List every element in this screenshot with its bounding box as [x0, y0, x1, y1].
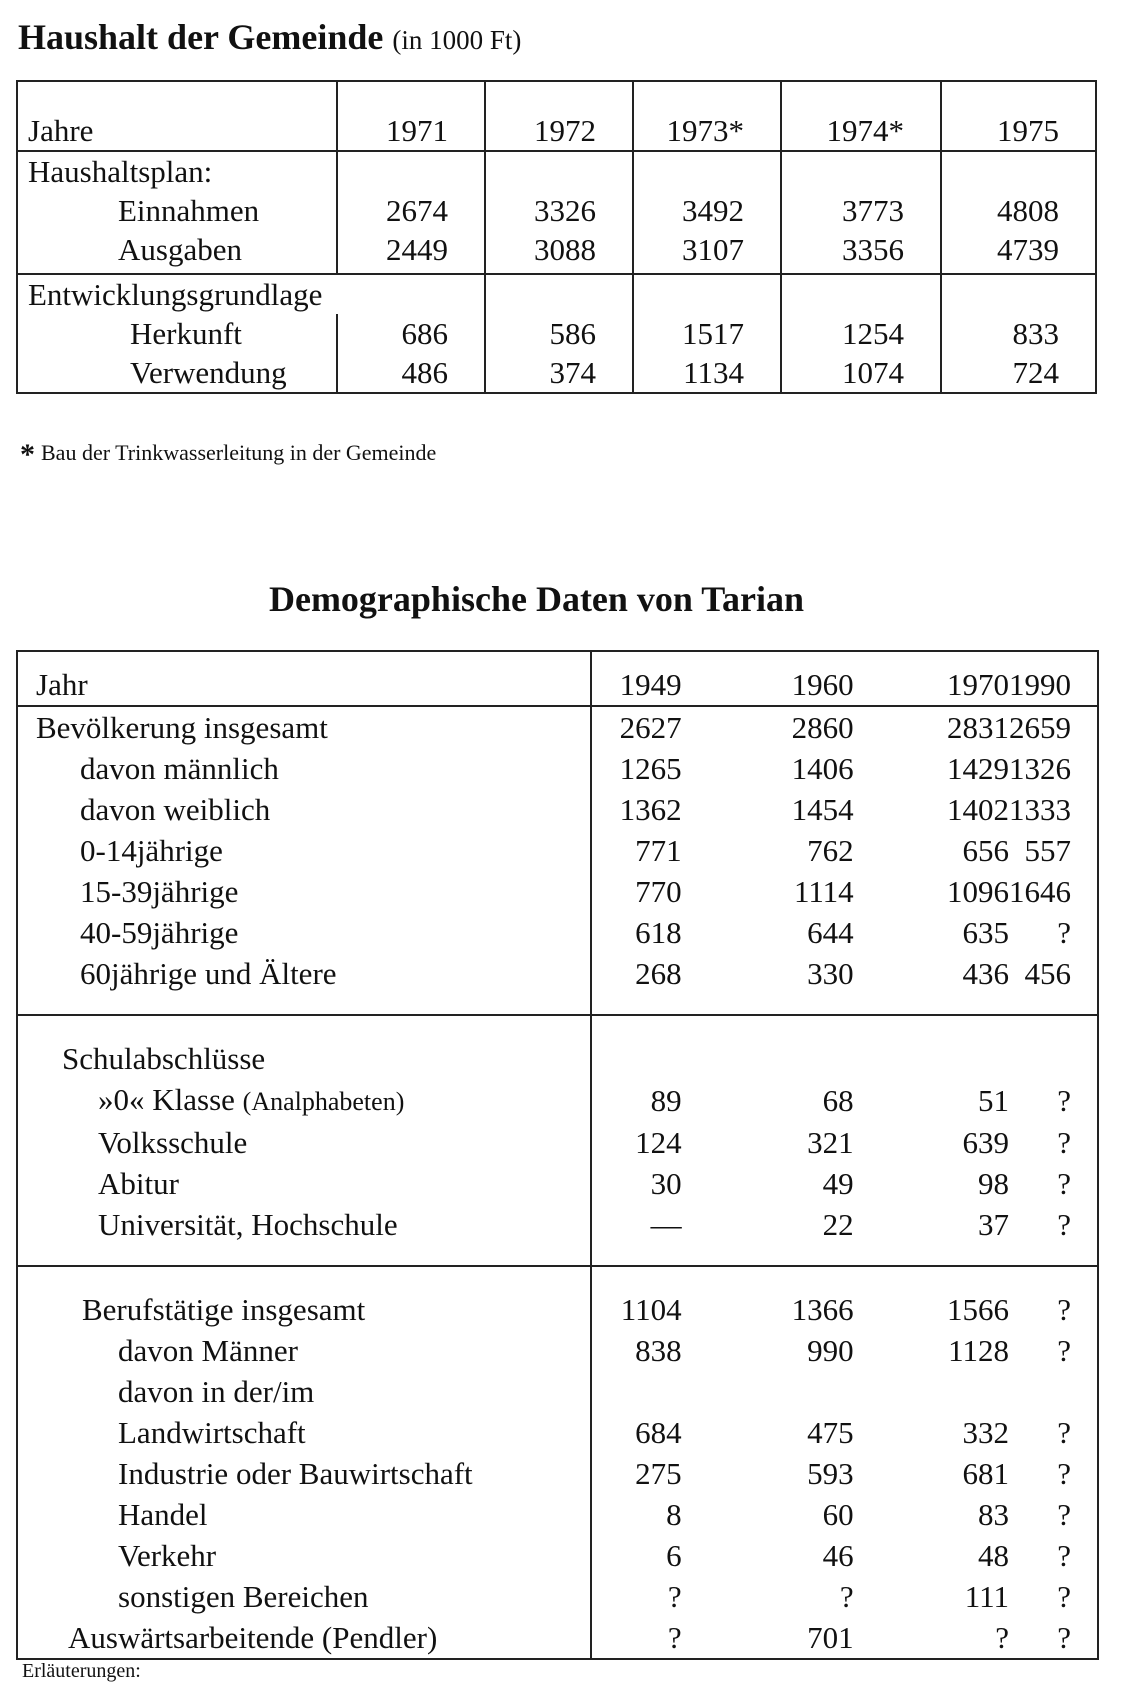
explanations-label: Erläuterungen:: [22, 1660, 141, 1682]
value-cell: 3326: [485, 191, 633, 230]
value-cell: 1366: [791, 1292, 854, 1327]
value-cell: 990: [807, 1333, 854, 1368]
budget-row: [17, 314, 1096, 353]
header-cell: 1973*: [633, 81, 781, 151]
value-cell: 4808: [941, 191, 1096, 230]
row-label: Einnahmen: [118, 193, 260, 228]
demo-title: [0, 578, 1127, 620]
demo-row: [17, 706, 1098, 748]
header-cell: 1990: [1009, 651, 1098, 706]
value-cell: ?: [1057, 1497, 1071, 1532]
value-cell: 48: [978, 1538, 1009, 1573]
value-cell: ?: [1057, 1125, 1071, 1160]
budget-title: [18, 16, 521, 58]
row-label: Verwendung: [130, 355, 287, 390]
row-label: davon weiblich: [17, 789, 591, 830]
demo-row: [17, 1453, 1098, 1494]
header-cell: Jahr: [17, 651, 591, 706]
value-cell: 374: [485, 353, 633, 393]
value-cell: 3107: [633, 230, 781, 274]
footnote-mark: *: [20, 438, 35, 471]
value-cell: ?: [1057, 1456, 1071, 1491]
budget-title-text: Haushalt der Gemeinde: [18, 17, 384, 57]
value-cell: 635: [962, 915, 1009, 950]
demo-row: [17, 1079, 1098, 1122]
value-cell: 2627: [619, 710, 682, 745]
value-cell: 1454: [791, 792, 854, 827]
row-label: 15-39jährige: [17, 871, 591, 912]
demo-row: [17, 830, 1098, 871]
value-cell: 3492: [633, 191, 781, 230]
value-cell: 332: [962, 1415, 1009, 1450]
row-label: Auswärtsarbeitende (Pendler): [17, 1617, 591, 1659]
demo-row: [17, 1330, 1098, 1371]
value-cell: 111: [964, 1579, 1009, 1614]
demo-row: [17, 1412, 1098, 1453]
budget-header-row: [17, 81, 1096, 151]
value-cell: 1096: [947, 874, 1009, 909]
budget-row: [17, 353, 1096, 393]
group-label: davon in der/im: [17, 1371, 591, 1412]
value-cell: 2674: [337, 191, 485, 230]
value-cell: 762: [807, 833, 854, 868]
header-cell: 1971: [337, 81, 485, 151]
demo-row: [17, 1163, 1098, 1204]
value-cell: 30: [650, 1166, 682, 1201]
demo-row: [17, 789, 1098, 830]
value-cell: 89: [650, 1083, 682, 1118]
budget-row: [17, 191, 1096, 230]
group-label: Entwicklungsgrundlage: [28, 277, 323, 312]
row-label: Abitur: [17, 1163, 591, 1204]
budget-unit: (in 1000 Ft): [392, 25, 522, 55]
value-cell: 51: [978, 1083, 1009, 1118]
value-cell: ?: [1057, 1292, 1071, 1327]
demo-row: [17, 1266, 1098, 1330]
value-cell: 701: [807, 1620, 854, 1655]
value-cell: 60: [822, 1497, 854, 1532]
value-cell: 557: [1024, 833, 1071, 868]
row-label-note: (Analphabeten): [242, 1087, 405, 1116]
value-cell: ?: [1057, 1538, 1071, 1573]
value-cell: 1406: [791, 751, 854, 786]
value-cell: 771: [635, 833, 682, 868]
value-cell: 486: [337, 353, 485, 393]
row-label-main: »0« Klasse: [98, 1082, 235, 1117]
demo-header-row: [17, 651, 1098, 706]
demo-row: [17, 748, 1098, 789]
row-label: Ausgaben: [17, 230, 337, 274]
row-label: Landwirtschaft: [17, 1412, 591, 1453]
value-cell: 681: [962, 1456, 1009, 1491]
value-cell: 2659: [1009, 710, 1071, 745]
header-cell: 1949: [591, 651, 682, 706]
value-cell: 1114: [793, 874, 854, 909]
value-cell: 456: [1009, 953, 1098, 1015]
demo-row: [17, 1204, 1098, 1266]
demo-group-row: [17, 1015, 1098, 1079]
row-label: Herkunft: [130, 316, 242, 351]
value-cell: 6: [666, 1538, 682, 1573]
value-cell: 8: [666, 1497, 682, 1532]
row-label: Handel: [17, 1494, 591, 1535]
value-cell: 68: [822, 1083, 854, 1118]
value-cell: 1074: [781, 353, 941, 393]
value-cell: 770: [635, 874, 682, 909]
value-cell: 1362: [619, 792, 682, 827]
row-label: [17, 1079, 591, 1122]
value-cell: 2831: [947, 710, 1009, 745]
row-label: 0-14jährige: [17, 830, 591, 871]
value-cell: 3773: [781, 191, 941, 230]
value-cell: ?: [1057, 915, 1071, 950]
value-cell: 1566: [947, 1292, 1009, 1327]
budget-row: [17, 230, 1096, 274]
value-cell: 618: [635, 915, 682, 950]
value-cell: 586: [485, 314, 633, 353]
value-cell: ?: [1009, 1204, 1098, 1266]
row-label: Verkehr: [17, 1535, 591, 1576]
header-cell: 1960: [682, 651, 854, 706]
value-cell: 1134: [633, 353, 781, 393]
value-cell: 275: [635, 1456, 682, 1491]
budget-group-row: [17, 151, 1096, 191]
value-cell: 1646: [1009, 874, 1071, 909]
row-label: Volksschule: [17, 1122, 591, 1163]
budget-group-row: [17, 274, 1096, 314]
value-cell: 124: [635, 1125, 682, 1160]
value-cell: 22: [682, 1204, 854, 1266]
value-cell: 1402: [947, 792, 1009, 827]
header-cell: 1972: [485, 81, 633, 151]
value-cell: 37: [854, 1204, 1009, 1266]
value-cell: 2860: [791, 710, 854, 745]
value-cell: ?: [995, 1620, 1009, 1655]
value-cell: 268: [591, 953, 682, 1015]
row-label: davon männlich: [17, 748, 591, 789]
group-label: Haushaltsplan:: [28, 154, 213, 189]
demo-row: [17, 871, 1098, 912]
row-label: Industrie oder Bauwirtschaft: [17, 1453, 591, 1494]
value-cell: ?: [1057, 1620, 1071, 1655]
value-cell: 833: [941, 314, 1096, 353]
value-cell: 1128: [948, 1333, 1009, 1368]
row-label: 60jährige und Ältere: [17, 953, 591, 1015]
row-label: Universität, Hochschule: [17, 1204, 591, 1266]
header-cell: 1974*: [781, 81, 941, 151]
value-cell: ?: [1057, 1579, 1071, 1614]
demo-row: [17, 1122, 1098, 1163]
value-cell: 49: [822, 1166, 854, 1201]
value-cell: ?: [667, 1579, 682, 1614]
row-label: Bevölkerung insgesamt: [17, 706, 591, 748]
value-cell: 1333: [1009, 792, 1071, 827]
budget-table: [16, 80, 1097, 394]
value-cell: 724: [941, 353, 1096, 393]
value-cell: 321: [807, 1125, 854, 1160]
group-label: Schulabschlüsse: [17, 1015, 591, 1079]
value-cell: 686: [337, 314, 485, 353]
row-label: davon Männer: [17, 1330, 591, 1371]
value-cell: 644: [807, 915, 854, 950]
value-cell: 1265: [619, 751, 682, 786]
value-cell: 1326: [1009, 751, 1071, 786]
row-label: 40-59jährige: [17, 912, 591, 953]
value-cell: ?: [1057, 1415, 1071, 1450]
value-cell: —: [591, 1204, 682, 1266]
value-cell: 639: [962, 1125, 1009, 1160]
header-cell: 1975: [941, 81, 1096, 151]
header-cell: 1970: [854, 651, 1009, 706]
value-cell: ?: [1057, 1333, 1071, 1368]
value-cell: 436: [854, 953, 1009, 1015]
value-cell: 475: [807, 1415, 854, 1450]
value-cell: 83: [978, 1497, 1009, 1532]
value-cell: 46: [822, 1538, 854, 1573]
demo-row: [17, 1576, 1098, 1617]
value-cell: 330: [682, 953, 854, 1015]
value-cell: 1517: [633, 314, 781, 353]
value-cell: 1254: [781, 314, 941, 353]
value-cell: 2449: [337, 230, 485, 274]
demo-table: [16, 650, 1099, 1660]
row-label: sonstigen Bereichen: [17, 1576, 591, 1617]
row-label: Berufstätige insgesamt: [17, 1266, 591, 1330]
value-cell: ?: [1057, 1166, 1071, 1201]
demo-row: [17, 912, 1098, 953]
value-cell: 3088: [485, 230, 633, 274]
value-cell: 838: [635, 1333, 682, 1368]
demo-row: [17, 1617, 1098, 1659]
demo-row: [17, 953, 1098, 1015]
header-cell: Jahre: [17, 81, 337, 151]
value-cell: 684: [635, 1415, 682, 1450]
value-cell: 4739: [941, 230, 1096, 274]
demo-row: [17, 1535, 1098, 1576]
footnote-text: Bau der Trinkwasserleitung in der Gemeinde: [41, 440, 437, 465]
value-cell: 656: [962, 833, 1009, 868]
demo-title-text: Demographische Daten von Tarian: [268, 579, 805, 619]
value-cell: 1429: [947, 751, 1009, 786]
value-cell: 1104: [620, 1292, 682, 1327]
value-cell: ?: [1057, 1083, 1071, 1118]
demo-row: [17, 1494, 1098, 1535]
value-cell: 98: [978, 1166, 1009, 1201]
value-cell: ?: [839, 1579, 854, 1614]
value-cell: 593: [807, 1456, 854, 1491]
demo-group-row: [17, 1371, 1098, 1412]
budget-footnote: [20, 438, 436, 472]
value-cell: 3356: [781, 230, 941, 274]
value-cell: ?: [667, 1620, 682, 1655]
